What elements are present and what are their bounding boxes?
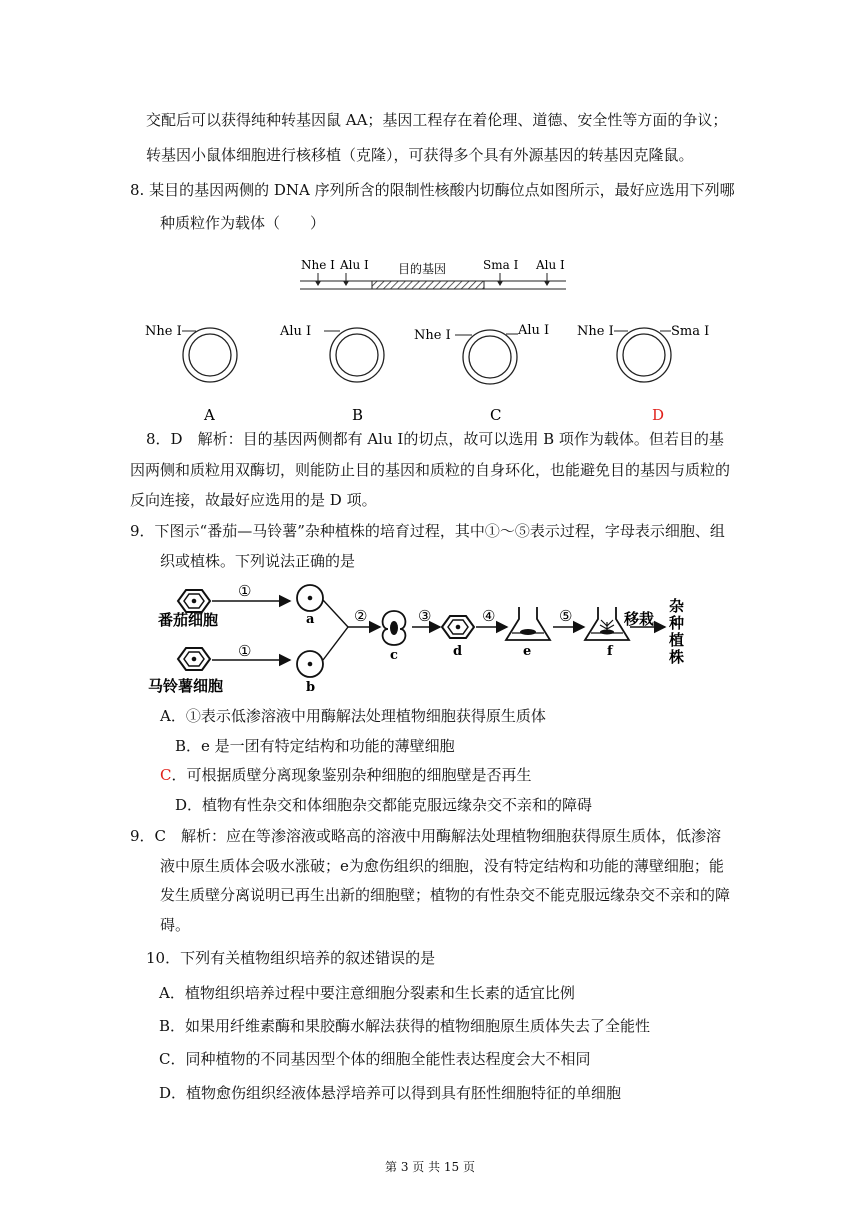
q9-option-c bbox=[160, 765, 532, 785]
q9-option-c-text: ．可根据质壁分离现象鉴别杂种细胞的细胞壁是否再生 bbox=[171, 766, 532, 784]
transplant-label: 移栽 bbox=[624, 610, 655, 628]
q9-diagram bbox=[0, 578, 860, 700]
target-gene-segment bbox=[372, 281, 484, 289]
q9-option-d: D．植物有性杂交和体细胞杂交都能克服远缘杂交不亲和的障碍 bbox=[175, 796, 593, 814]
plasmid-a bbox=[183, 328, 237, 382]
q10-option-a: A．植物组织培养过程中要注意细胞分裂素和生长素的适宜比例 bbox=[159, 984, 575, 1002]
intro-line-1: 交配后可以获得纯种转基因鼠 AA；基因工程存在着伦理、道德、安全性等方面的争议； bbox=[146, 111, 728, 129]
step-1-label-top: ① bbox=[238, 582, 252, 600]
flask-e bbox=[506, 607, 550, 640]
site-arrowhead-alu-left bbox=[343, 281, 349, 286]
cell-b bbox=[297, 651, 323, 677]
cell-a-label: a bbox=[306, 612, 315, 627]
option-d-label: D bbox=[652, 406, 665, 424]
plasmid-b-site-alu: Alu Ⅰ bbox=[280, 324, 312, 339]
hybrid-plant-char-4: 株 bbox=[669, 648, 685, 666]
option-c-label: C bbox=[490, 406, 502, 424]
hybrid-plant-char-1: 杂 bbox=[669, 597, 685, 615]
merge-line-top bbox=[323, 600, 348, 627]
plasmid-d bbox=[617, 328, 671, 382]
intro-line-2: 转基因小鼠体细胞进行核移植（克隆），可获得多个具有外源基因的转基因克隆鼠。 bbox=[146, 146, 694, 164]
q9-explanation-line-4: 碍。 bbox=[160, 916, 191, 934]
q8-explanation-line-2: 因两侧和质粒用双酶切，则能防止目的基因和质粒的自身环化，也能避免目的基因与质粒的 bbox=[130, 461, 731, 479]
q10-stem: 10．下列有关植物组织培养的叙述错误的是 bbox=[146, 949, 436, 967]
option-a-label: A bbox=[204, 406, 215, 424]
q8-stem-line-1: 8. 某目的基因两侧的 DNA 序列所含的限制性核酸内切酶位点如图所示，最好应选用下列哪 bbox=[130, 181, 735, 199]
hybrid-plant-char-2: 种 bbox=[669, 614, 685, 632]
site-label-sma: Sma Ⅰ bbox=[483, 258, 519, 272]
q9-option-a: A．①表示低渗溶液中用酶解法处理植物细胞获得原生质体 bbox=[160, 707, 546, 725]
site-arrowhead-nhe bbox=[315, 281, 321, 286]
q8-explanation-line-3: 反向连接，故最好应选用的是 D 项。 bbox=[130, 491, 377, 509]
gene-label: 目的基因 bbox=[398, 262, 447, 276]
q8-explanation-line-1: 8．D 解析：目的基因两侧都有 Alu Ⅰ的切点，故可以选用 B 项作为载体。但若目的基 bbox=[146, 430, 724, 448]
plasmid-b bbox=[330, 328, 384, 382]
cell-b-label: b bbox=[306, 680, 316, 695]
step-5-label: ⑤ bbox=[559, 607, 573, 625]
q8-stem-line-2: 种质粒作为载体（ ） bbox=[160, 214, 326, 232]
plasmid-d-site-nhe: Nhe Ⅰ bbox=[577, 324, 614, 339]
q9-explanation-line-3: 发生质壁分离说明已再生出新的细胞壁；植物的有性杂交不能克服远缘杂交不亲和的障 bbox=[160, 886, 731, 904]
q10-option-c: C．同种植物的不同基因型个体的细胞全能性表达程度会大不相同 bbox=[159, 1050, 591, 1068]
q9-option-b: B．e 是一团有特定结构和功能的薄壁细胞 bbox=[175, 737, 455, 755]
merge-line-bottom bbox=[323, 627, 348, 660]
q9-explanation-line-2: 液中原生质体会吸水涨破；e为愈伤组织的细胞，没有特定结构和功能的薄壁细胞；能 bbox=[160, 857, 724, 875]
hybrid-plant-char-3: 植 bbox=[669, 631, 685, 649]
q9-explanation-line-1: 9．C 解析：应在等渗溶液或略高的溶液中用酶解法处理植物细胞获得原生质体，低渗溶 bbox=[130, 827, 722, 845]
plasmid-c-site-alu: Alu Ⅰ bbox=[518, 323, 550, 338]
q10-option-d: D．植物愈伤组织经液体悬浮培养可以得到具有胚性细胞特征的单细胞 bbox=[159, 1084, 622, 1102]
cell-c-fused bbox=[383, 611, 406, 645]
q9-option-c-letter: C bbox=[160, 766, 172, 784]
flask-f bbox=[585, 607, 629, 640]
step-3-label: ③ bbox=[418, 607, 432, 625]
site-arrowhead-alu-right bbox=[544, 281, 550, 286]
plasmid-c bbox=[463, 330, 517, 384]
q8-diagram bbox=[0, 250, 860, 430]
potato-cell-hexagon bbox=[178, 648, 210, 670]
cell-a bbox=[297, 585, 323, 611]
option-b-label: B bbox=[352, 406, 364, 424]
site-arrowhead-sma bbox=[497, 281, 503, 286]
site-label-alu-right: Alu Ⅰ bbox=[536, 258, 565, 272]
tomato-cell-hexagon bbox=[178, 590, 210, 612]
flask-f-label: f bbox=[607, 644, 613, 659]
step-2-label: ② bbox=[354, 607, 368, 625]
q9-stem-line-2: 织或植株。下列说法正确的是 bbox=[160, 552, 356, 570]
dna-sequence bbox=[300, 281, 566, 289]
step-4-label: ④ bbox=[482, 607, 496, 625]
page-footer: 第 3 页 共 15 页 bbox=[385, 1160, 475, 1174]
plasmid-c-site-nhe: Nhe Ⅰ bbox=[414, 328, 451, 343]
plasmid-a-site-nhe: Nhe Ⅰ bbox=[145, 324, 182, 339]
cell-c-label: c bbox=[390, 648, 398, 663]
cell-d-label: d bbox=[453, 644, 463, 659]
q9-stem-line-1: 9．下图示“番茄—马铃薯”杂种植株的培育过程，其中①～⑤表示过程，字母表示细胞、组 bbox=[130, 522, 725, 540]
tomato-cell-label: 番茄细胞 bbox=[158, 611, 219, 629]
plasmid-d-site-sma: Sma Ⅰ bbox=[671, 324, 710, 339]
site-label-nhe: Nhe Ⅰ bbox=[301, 258, 335, 272]
site-label-alu-left: Alu Ⅰ bbox=[340, 258, 369, 272]
flask-e-label: e bbox=[523, 644, 532, 659]
step-1-label-bottom: ① bbox=[238, 642, 252, 660]
potato-cell-label: 马铃薯细胞 bbox=[148, 677, 224, 695]
cell-d-hexagon bbox=[442, 616, 474, 638]
q10-option-b: B．如果用纤维素酶和果胶酶水解法获得的植物细胞原生质体失去了全能性 bbox=[159, 1017, 651, 1035]
